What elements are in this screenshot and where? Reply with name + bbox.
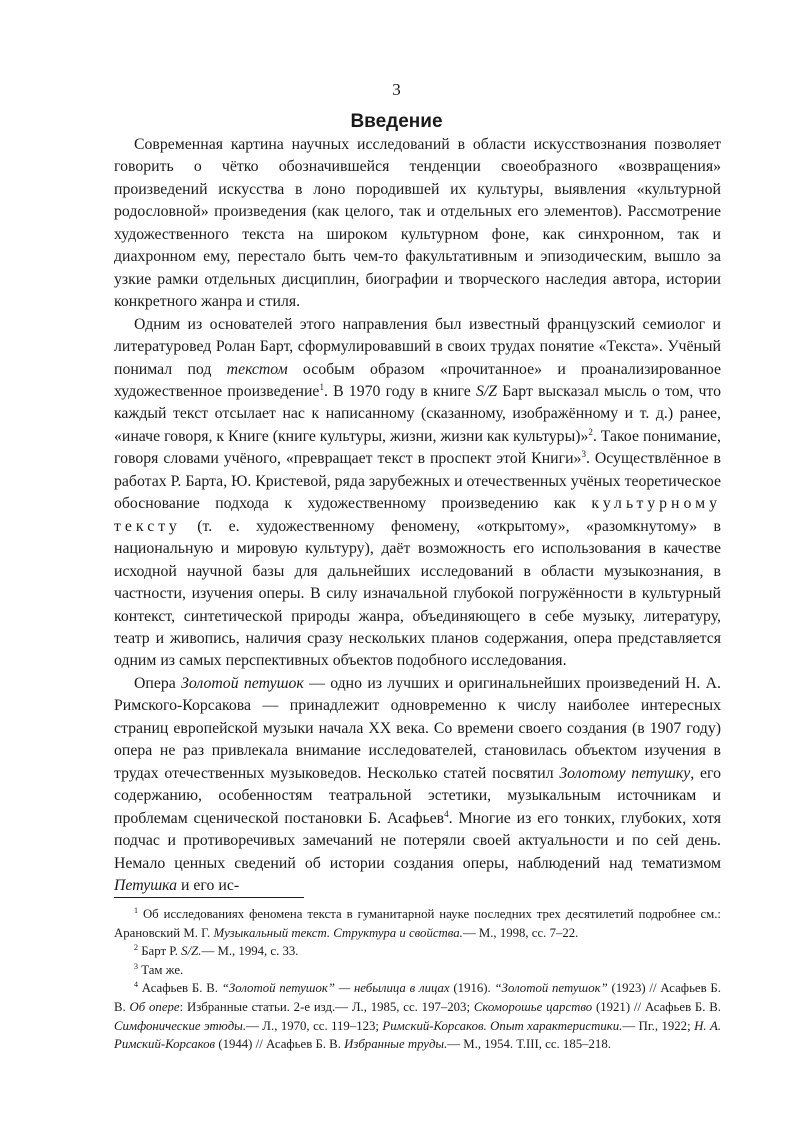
text-run: особым образом «прочитанное» и проанализированное художественное произведение [114, 360, 722, 400]
footnote-number: 2 [134, 943, 138, 953]
text-run: Барт Р. [138, 944, 182, 959]
italic-citation: “Золотой петушок” [494, 981, 608, 996]
italic-opera-title: Золотому петушку [559, 764, 691, 782]
italic-citation: Избранные труды. [344, 1037, 448, 1052]
text-run: Об исследованиях феномена текста в гуманитарной науке последних трех десятилетий подробнее см.: Арановский М. Г. [114, 907, 721, 940]
text-run: (1916). [449, 981, 495, 996]
text-run: — одно из лучших и оригинальнейших произведений Н. А. Римского-Корсакова — принадлежит одновременно к числу наиболее интересных страниц европейской музыки начала XX века. Со времени своего создания (в 1907 году) опера не раз привлекала внимание исследователей, становилась объектом изучения в трудах отечественных музыковедов. Несколько статей посвятил [114, 674, 721, 782]
italic-book-title: S/Z [475, 382, 498, 400]
text-run: . Такое понимание, говоря словами учёного, «превращает текст в проспект этой Книги» [114, 427, 721, 468]
footnote-divider [114, 897, 304, 898]
footnote-ref-1[interactable]: 1 [319, 381, 324, 392]
footnote-ref-3[interactable]: 3 [581, 449, 586, 460]
footnote-4 [114, 979, 721, 1053]
footnote-ref-2[interactable]: 2 [588, 426, 593, 437]
footnote-number: 3 [134, 961, 138, 971]
footnote-1 [114, 905, 721, 942]
italic-opera-title: Петушка [114, 876, 178, 894]
text-run: . Многие из его тонких, глубоких, хотя подчас и противоречивых замечаний не потеряли своей актуальности и по сей день. Немало ценных сведений об истории создания оперы, наблюдений над тематизмом [114, 809, 721, 872]
italic-citation: Об опере [129, 999, 180, 1014]
italic-citation: Скоморошье царство [473, 999, 593, 1014]
section-title: Введение [350, 111, 443, 132]
italic-citation: Римский-Корсаков. Опыт характеристики. [382, 1018, 623, 1033]
body-text [114, 134, 721, 897]
italic-citation: Н. А. Римский-Корсаков [114, 1018, 722, 1052]
text-run: (1921) // Асафьев Б. В. [592, 999, 722, 1014]
footnote-ref-4[interactable]: 4 [444, 808, 449, 819]
text-run: Одним из основателей этого направления был известный французский семиолог и литературовед Ролан Барт, сформулировавший в своих трудах понятие «Текста». Учёный понимал под [114, 315, 721, 378]
paragraph-text: Современная картина научных исследований в области искусствознания позволяет говорить о чётко обозначившейся тенденции своеобразного «возвращения» произведений искусства в лоно породившей их культуры, выявления «культурной родословной» произведения (как целого, так и отдельных его элементов). Рассмотрение художественного текста на широком культурном фоне, как синхронном, так и диахронном ему, перестало быть чем-то факультативным и эпизодическим, вышло за узкие рамки отдельных дисциплин, биографии и творческого наследия автора, истории конкретного жанра и стиля. [114, 136, 721, 311]
text-run: . В 1970 году в книге [323, 382, 476, 400]
text-run: : Избранные статьи. 2-е изд.— Л., 1985, сс. 197–203; [179, 999, 474, 1014]
italic-citation: Симфонические этюды. [114, 1018, 247, 1033]
text-run: и его ис- [177, 876, 240, 894]
italic-citation: “Золотой петушок” — небылица в лицах [221, 981, 450, 996]
italic-opera-title: Золотой петушок [181, 674, 304, 692]
text-run: — М., 1954. Т.III, сс. 185–218. [447, 1037, 611, 1052]
text-run: Асафьев Б. В. [138, 981, 222, 996]
text-run: — М., 1994, с. 33. [201, 944, 299, 959]
text-run: Там же. [138, 962, 184, 977]
paragraph-1 [114, 134, 721, 314]
text-run: , его содержанию, особенностям театральной эстетики, музыкальным источникам и проблемам сценической постановки Б. Асафьев [114, 764, 721, 827]
text-run: (1944) // Асафьев Б. В. [215, 1037, 345, 1052]
text-run: — Пг., 1922; [622, 1018, 695, 1033]
italic-citation: Музыкальный текст. Структура и свойства. [213, 925, 463, 940]
text-run: . Осуществлённое в работах Р. Барта, Ю. Кристевой, ряда зарубежных и отечественных учёных теоретическое обоснование подхода к художественному произведению как [114, 450, 721, 513]
text-run: — М., 1998, сс. 7–22. [462, 925, 579, 940]
footnote-number: 1 [134, 906, 138, 915]
paragraph-3 [114, 673, 721, 898]
footnote-number: 4 [134, 980, 138, 990]
italic-term: текстом [226, 360, 288, 378]
footnote-3 [114, 961, 721, 980]
text-run: (1923) // Асафьев Б. В. [114, 981, 721, 1014]
text-run: Опера [134, 674, 182, 692]
paragraph-2 [114, 314, 721, 673]
page-number: 3 [392, 80, 401, 99]
spaced-term: культурному тексту [114, 495, 721, 535]
footnote-2 [114, 942, 721, 961]
italic-citation: S/Z. [181, 944, 202, 959]
text-run: — Л., 1970, сс. 119–123; [246, 1018, 383, 1033]
footnotes [114, 905, 721, 1054]
text-run: (т. е. художественному феномену, «открытому», «разомкнутому» в национальную и мировую культуру), даёт возможность его использования в качестве исходной научной базы для дальнейших исследований в области музыкознания, в частности, изучения оперы. В силу изначальной глубокой погружённости в культурный контекст, синтетической природы жанра, объединяющего в себе музыку, литературу, театр и живопись, наличия сразу нескольких планов содержания, опера представляется одним из самых перспективных объектов подобного исследования. [114, 517, 721, 670]
text-run: Барт высказал мысль о том, что каждый текст отсылает нас к написанному (сказанному, изображённому и т. д.) ранее, «иначе говоря, к Книге (книге культуры, жизни, жизни как культуры)» [114, 382, 722, 445]
